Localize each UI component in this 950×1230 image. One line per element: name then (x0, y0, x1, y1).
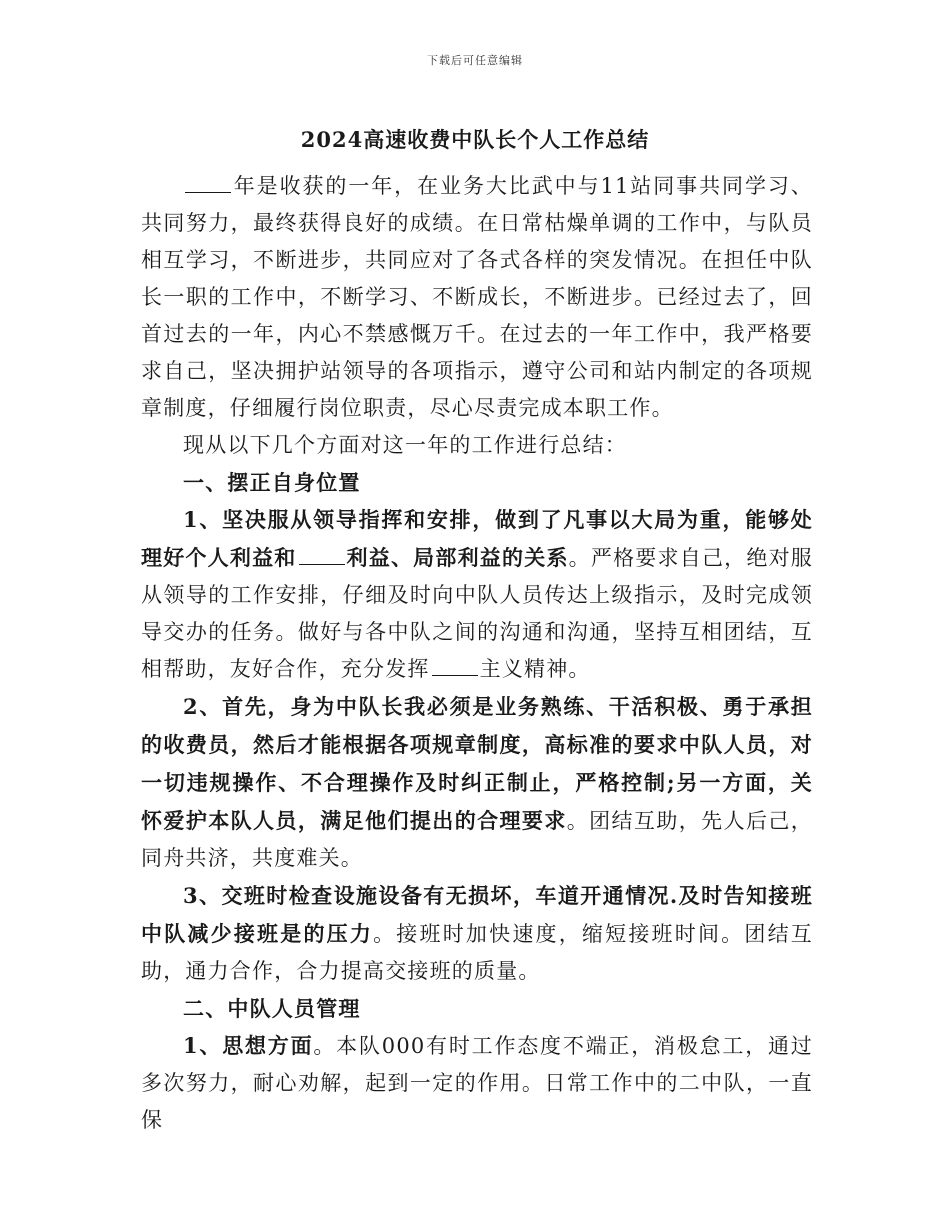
intro-paragraph: 年是收获的一年，在业务大比武中与11站同事共同学习、共同努力，最终获得良好的成绩。在日常枯燥单调的工作中，与队员相互学习，不断进步，共同应对了各式各样的突发情况。在担任中队长一职的工作中，不断学习、不断成长，不断进步。已经过去了，回首过去的一年，内心不禁感慨万千。在过去的一年工作中，我严格要求自己，坚决拥护站领导的各项指示，遵守公司和站内制定的各项规章制度，仔细履行岗位职责，尽心尽责完成本职工作。 (141, 174, 813, 420)
page-header: 下载后可任意编辑 (427, 54, 523, 67)
fill-blank (185, 172, 231, 193)
fill-blank (432, 655, 478, 676)
section1-item2: 2、首先，身为中队长我必须是业务熟练、干活积极、勇于承担的收费员，然后才能根据各项规章制度，高标准的要求中队人员，对一切违规操作、不合理操作及时纠正制止，严格控制;另一方面，关怀爱护本队人员，满足他们提出的合理要求。团结互助，先人后己，同舟共济，共度难关。 (141, 694, 813, 870)
section1-item3: 3、交班时检查设施设备有无损坏，车道开通情况.及时告知接班中队减少接班是的压力。接班时加快速度，缩短接班时间。团结互助，通力合作，合力提高交接班的质量。 (141, 883, 813, 983)
summary-line: 现从以下几个方面对这一年的工作进行总结： (183, 433, 627, 457)
section1-item1: 1、坚决服从领导指挥和安排，做到了凡事以大局为重，能够处理好个人利益和 利益、局部利益的关系。严格要求自己，绝对服从领导的工作安排，仔细及时向中队人员传达上级指示，及时完成领导交办的任务。做好与各中队之间的沟通和沟通，坚持互相团结，互相帮助，友好合作，充分发挥 主义精神。 (141, 507, 813, 681)
section1-heading: 一、摆正自身位置 (183, 470, 361, 495)
document-title: 2024高速收费中队长个人工作总结 (300, 127, 650, 152)
section2-item1: 1、思想方面。本队000有时工作态度不端正，消极怠工，通过多次努力，耐心劝解，起到一定的作用。日常工作中的二中队，一直保 (141, 1033, 813, 1132)
document-body (141, 168, 813, 1139)
section2-heading: 二、中队人员管理 (183, 996, 361, 1021)
fill-blank (299, 544, 345, 565)
